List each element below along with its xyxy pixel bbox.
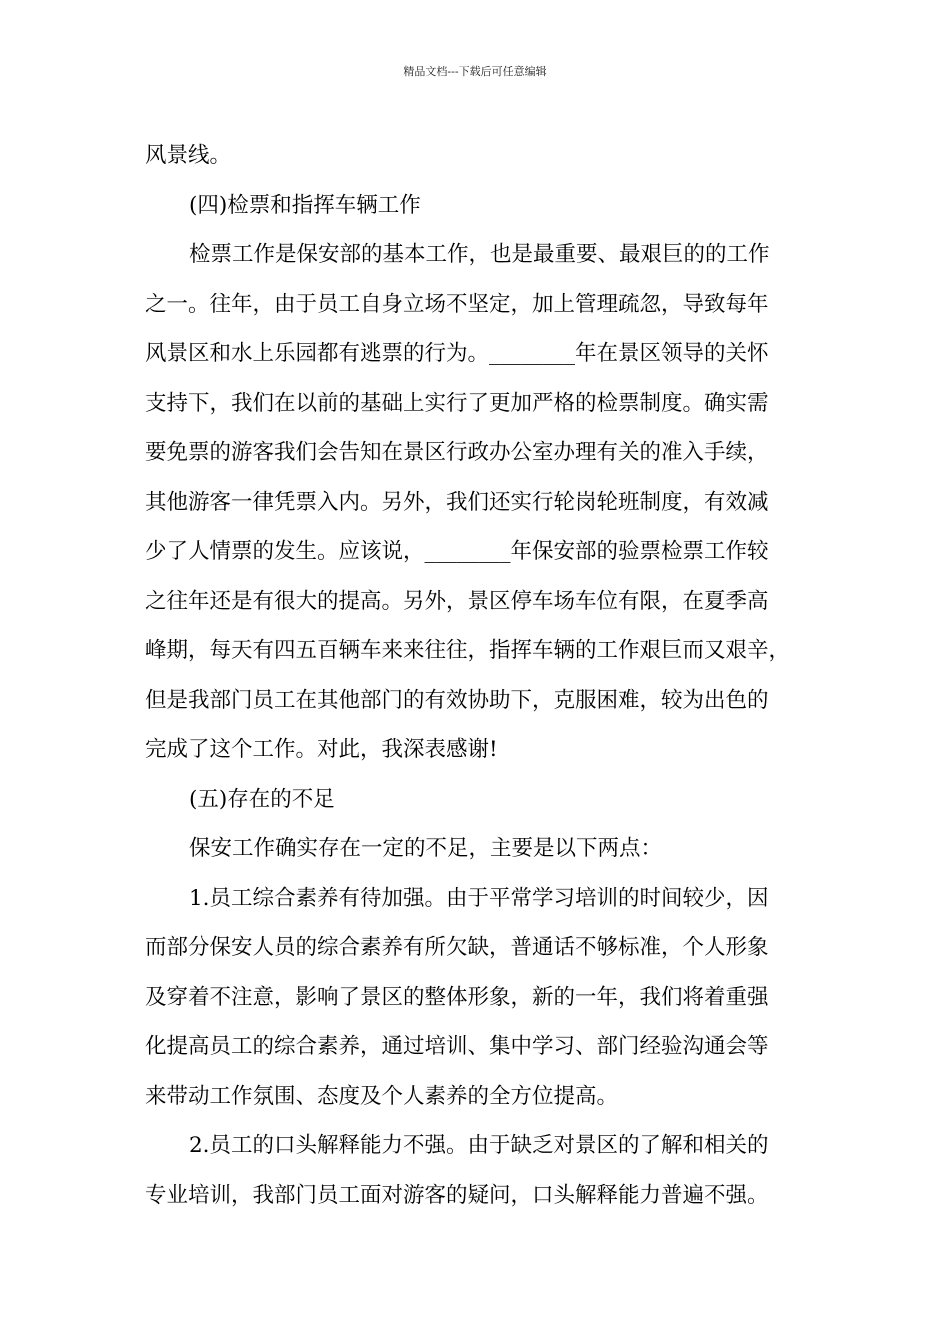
- text-line: 检票工作是保安部的基本工作，也是最重要、最艰巨的的工作: [189, 242, 770, 267]
- text-line: 要免票的游客我们会告知在景区行政办公室办理有关的准入手续，: [145, 440, 769, 465]
- text-line: 其他游客一律凭票入内。另外，我们还实行轮岗轮班制度，有效减: [145, 489, 769, 515]
- text-line: 完成了这个工作。对此，我深表感谢!: [145, 737, 498, 762]
- section-heading: (四)检票和指挥车辆工作: [189, 192, 421, 218]
- text-line: 之往年还是有很大的提高。另外，景区停车场车位有限，在夏季高: [145, 588, 769, 614]
- text-line: 化提高员工的综合素养，通过培训、集中学习、部门经验沟通会等: [145, 1034, 769, 1059]
- text-line: 而部分保安人员的综合素养有所欠缺，普通话不够标准，个人形象: [145, 935, 769, 960]
- text-line: 来带动工作氛围、态度及个人素养的全方位提高。: [145, 1083, 619, 1109]
- text-line: 保安工作确实存在一定的不足，主要是以下两点：: [189, 836, 663, 861]
- document-body: [145, 131, 845, 1220]
- list-item: 2.员工的口头解释能力不强。由于缺乏对景区的了解和相关的: [189, 1133, 769, 1158]
- text-line: 峰期，每天有四五百辆车来来往往，指挥车辆的工作艰巨而又艰辛，: [145, 638, 791, 663]
- section-heading: (五)存在的不足: [189, 786, 335, 812]
- page-header: 精品文档---下载后可任意编辑: [403, 65, 547, 78]
- text-line: 之一。往年，由于员工自身立场不坚定，加上管理疏忽，导致每年: [145, 291, 769, 317]
- text-line: 专业培训，我部门员工面对游客的疑问，口头解释能力普遍不强。: [145, 1182, 769, 1208]
- text-line: 但是我部门员工在其他部门的有效协助下，克服困难，较为出色的: [145, 687, 769, 713]
- text-line: 及穿着不注意，影响了景区的整体形象，新的一年，我们将着重强: [145, 984, 769, 1010]
- text-line: 支持下，我们在以前的基础上实行了更加严格的检票制度。确实需: [145, 390, 769, 416]
- text-line: 少了人情票的发生。应该说，________年保安部的验票检票工作较: [145, 539, 769, 564]
- text-line: 风景线。: [145, 143, 232, 168]
- list-item: 1.员工综合素养有待加强。由于平常学习培训的时间较少，因: [189, 885, 769, 911]
- text-line: 风景区和水上乐园都有逃票的行为。________年在景区领导的关怀: [145, 341, 769, 366]
